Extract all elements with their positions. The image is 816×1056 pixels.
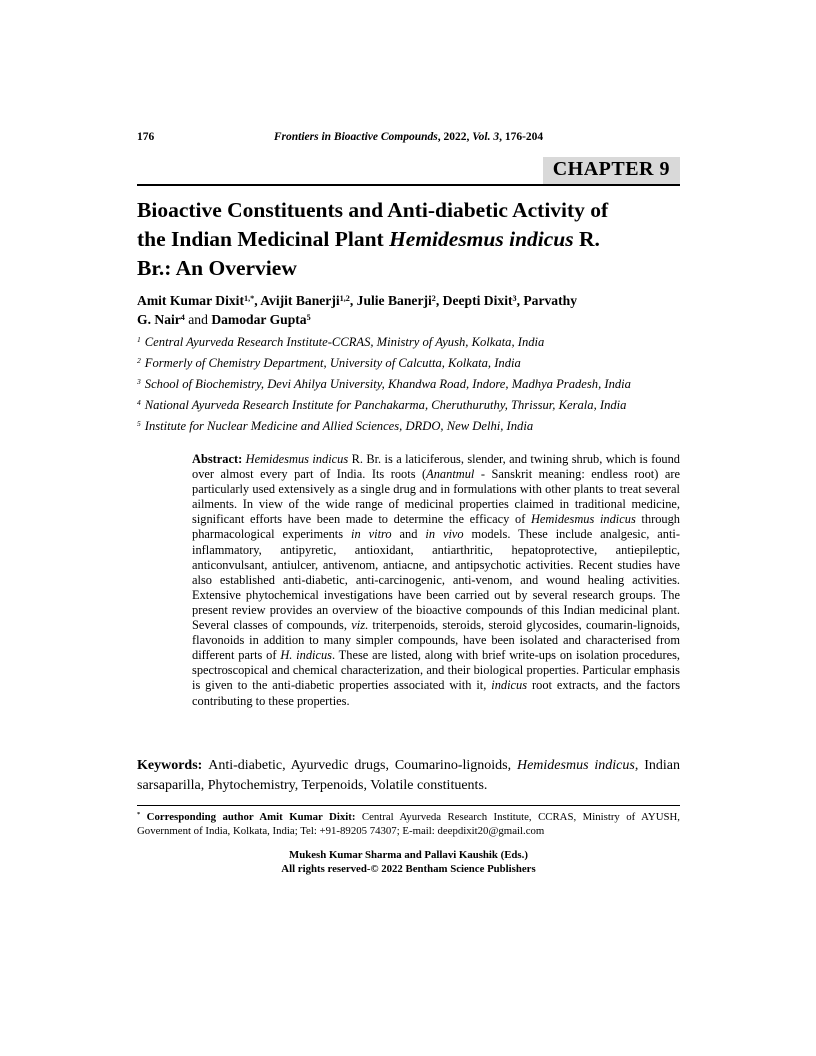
- affiliation-text: Central Ayurveda Research Institute-CCRAS, Ministry of Ayush, Kolkata, India: [144, 335, 545, 349]
- affiliation-superscript: 2: [137, 355, 141, 365]
- affiliation-superscript: 5: [137, 418, 141, 428]
- affiliation-item: [137, 374, 685, 395]
- affiliation-item: [137, 332, 685, 353]
- affiliations-list: [137, 332, 685, 437]
- keywords-paragraph: Keywords: Anti-diabetic, Ayurvedic drugs, Coumarino-lignoids, Hemidesmus indicus, Indian sarsaparilla, Phytochemistry, Terpenoids, Volatile constituents.: [137, 758, 680, 793]
- publisher-block: [137, 849, 680, 876]
- abstract-paragraph: Abstract: Hemidesmus indicus R. Br. is a laticiferous, slender, and twining shrub, which is found over almost every part of India. Its roots (Anantmul - Sanskrit meaning: endless root) are particularly used extensively as a single drug and in formulations with other plants to treat several ailments. In view of the wide range of medicinal properties claimed in traditional medicine, significant efforts have been made to determine the efficacy of Hemidesmus indicus through pharmacological experiments in vitro and in vivo models. These include analgesic, anti-inflammatory, antipyretic, antioxidant, antiarthritic, hepatoprotective, antiepileptic, anticonvulsant, antiulcer, antivenom, antiacne, and antipsychotic activities. Recent studies have also established anti-diabetic, anti-carcinogenic, anti-venom, and wound healing activities. Extensive phytochemical investigations have been carried out by several research groups. The present review provides an overview of the bioactive compounds of this Indian medicinal plant. Several classes of compounds, viz. triterpenoids, steroids, steroid glycosides, coumarin-lignoids, flavonoids in addition to many simpler compounds, have been isolated and characterised from different parts of H. indicus. These are listed, along with brief write-ups on isolation procedures, spectroscopical and chemical characterization, and their biological properties. Particular emphasis is given to the anti-diabetic properties associated with it, indicus root extracts, and the factors contributing to these properties.: [192, 452, 681, 708]
- chapter-title: Bioactive Constituents and Anti-diabetic Activity of the Indian Medicinal Plant Hemidesmus indicus R. Br.: An Overview: [137, 198, 609, 280]
- page-number: 176: [137, 131, 155, 143]
- affiliation-superscript: 4: [137, 397, 141, 407]
- running-head-citation: Frontiers in Bioactive Compounds, 2022, Vol. 3, 176-204: [273, 131, 544, 143]
- affiliation-item: [137, 395, 685, 416]
- affiliation-superscript: 1: [137, 334, 141, 344]
- running-header: [137, 131, 680, 143]
- authors-line: Amit Kumar Dixit$^{1,*}$, Avijit Banerji$^{1,2}$, Julie Banerji$^2$, Deepti Dixit$^3$, Parvathy G. Nair$^4$ and Damodar Gupta$^5$: [137, 293, 577, 327]
- affiliation-text: Formerly of Chemistry Department, University of Calcutta, Kolkata, India: [144, 356, 521, 370]
- chapter-badge: CHAPTER 9: [543, 157, 680, 184]
- corresponding-author-note: * Corresponding author Amit Kumar Dixit: Central Ayurveda Research Institute, CCRAS, Ministry of AYUSH, Government of India, Kolkata, India; Tel: +91-89205 74307; E-mail: deepdixit20@gmail.com: [137, 811, 680, 837]
- affiliation-text: Institute for Nuclear Medicine and Allied Sciences, DRDO, New Delhi, India: [144, 419, 534, 433]
- affiliation-text: National Ayurveda Research Institute for Panchakarma, Cheruthuruthy, Thrissur, Kerala, India: [144, 398, 627, 412]
- editors-line: Mukesh Kumar Sharma and Pallavi Kaushik (Eds.): [289, 849, 528, 861]
- affiliation-item: [137, 416, 685, 437]
- affiliation-text: School of Biochemistry, Devi Ahilya University, Khandwa Road, Indore, Madhya Pradesh, India: [144, 377, 631, 391]
- affiliation-superscript: 3: [137, 376, 141, 386]
- copyright-line: All rights reserved-© 2022 Bentham Science Publishers: [281, 862, 536, 875]
- footnote-rule: [137, 805, 680, 806]
- affiliation-item: [137, 353, 685, 374]
- header-rule: [137, 184, 680, 186]
